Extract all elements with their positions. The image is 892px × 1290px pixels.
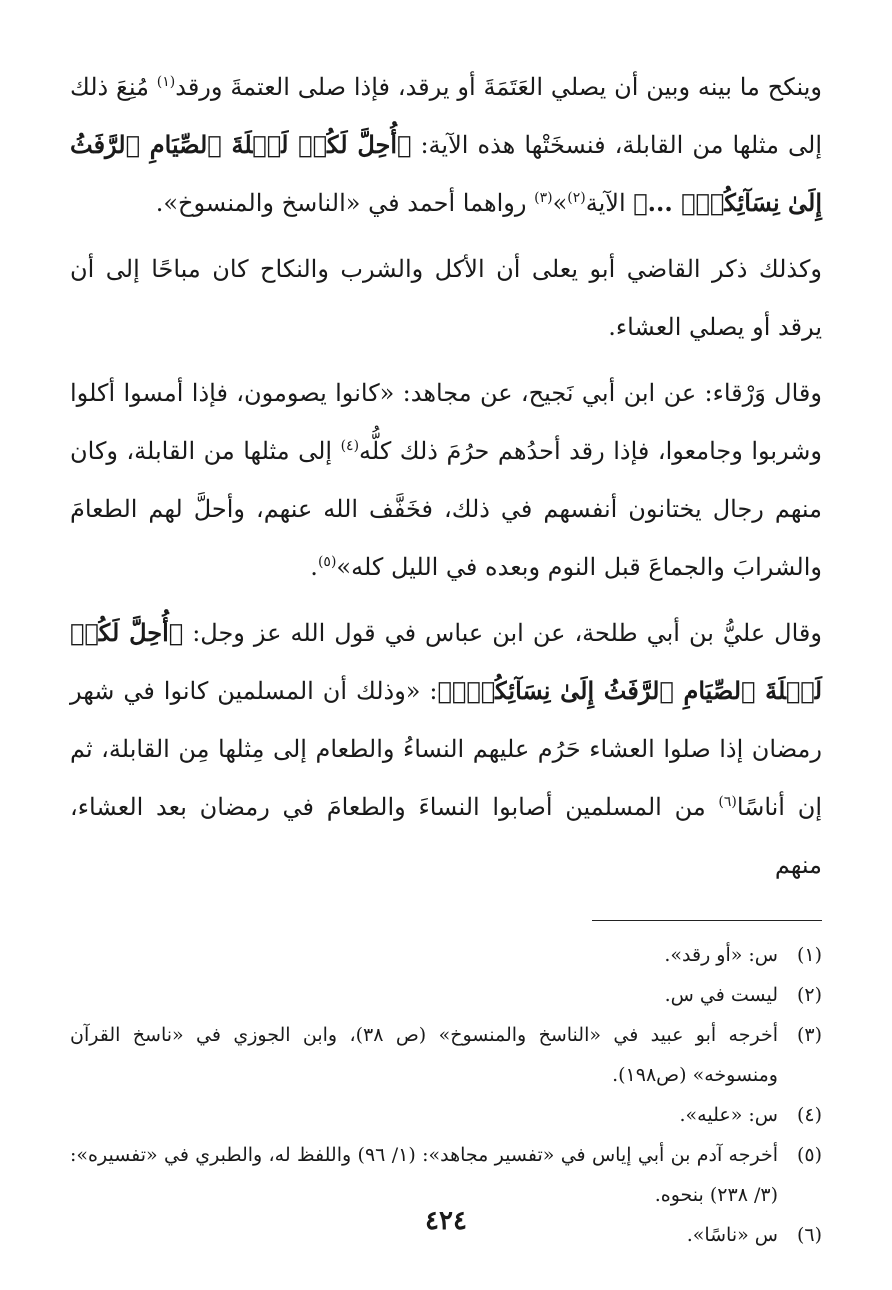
text-run: » bbox=[552, 189, 568, 217]
footnote-number: (٥) bbox=[796, 1144, 822, 1166]
footnote-1 bbox=[70, 935, 822, 975]
text-run: وقال وَرْقاء: عن ابن أبي نَجيح، عن مجاهد: «كانوا يصومون، فإذا أمسوا أكلوا وشربوا وجامعوا، فإذا رقد أحدُهم حرُمَ ذلك كلُّه bbox=[70, 379, 822, 465]
paragraph-2 bbox=[70, 240, 822, 356]
text-run: من المسلمين أصابوا النساءَ والطعامَ في رمضان بعد العشاء، منهم bbox=[70, 793, 822, 879]
paragraph-1 bbox=[70, 58, 822, 232]
text-run: إلى مثلها من القابلة، وكان منهم رجال يختانون أنفسهم في ذلك، فخَفَّف الله عنهم، وأحلَّ لهم الطعامَ والشرابَ والجماعَ قبل النوم وبعده في الليل كله» bbox=[70, 437, 822, 581]
footnote-number: (١) bbox=[796, 944, 822, 966]
text-run: رواهما أحمد في «الناسخ والمنسوخ». bbox=[155, 189, 535, 217]
text-run: مُنِعَ ذلك إلى مثلها من القابلة، فنسخَتْها هذه الآية: bbox=[70, 73, 822, 159]
quran-verse: ﴿أُحِلَّ لَكُمۡ لَيۡلَةَ ٱلصِّيَامِ ٱلرَّفَثُ إِلَىٰ نِسَآئِكُمۡۚ ...﴾ bbox=[70, 130, 822, 217]
footnote-number: (٤) bbox=[796, 1104, 822, 1126]
page-number: ٤٢٤ bbox=[425, 1206, 467, 1236]
footnote-number: (٣) bbox=[796, 1024, 822, 1046]
footnote-ref-2[interactable]: (٢) bbox=[567, 190, 586, 206]
text-run: الآية bbox=[585, 189, 634, 217]
text-run: وقال عليُّ بن أبي طلحة، عن ابن عباس في قول الله عز وجل: bbox=[183, 619, 822, 647]
footnote-text: أخرجه أبو عبيد في «الناسخ والمنسوخ» (ص ٣٨)، وابن الجوزي في «ناسخ القرآن ومنسوخه» (ص١٩٨). bbox=[70, 1024, 778, 1086]
footnote-3 bbox=[70, 1015, 822, 1095]
footnote-text: س «ناسًا». bbox=[686, 1224, 778, 1246]
footnote-ref-1[interactable]: (١) bbox=[156, 74, 176, 90]
footnote-text: أخرجه آدم بن أبي إياس في «تفسير مجاهد»: (١/ ٩٦) واللفظ له، والطبري في «تفسيره»: (٣/ ٢٣٨) بنحوه. bbox=[70, 1144, 778, 1206]
footnote-ref-4[interactable]: (٤) bbox=[340, 438, 360, 454]
quran-verse: ﴿أُحِلَّ لَكُمۡ لَيۡلَةَ ٱلصِّيَامِ ٱلرَّفَثُ إِلَىٰ نِسَآئِكُمۡۚ﴾ bbox=[70, 618, 823, 705]
text-run: وكذلك ذكر القاضي أبو يعلى أن الأكل والشرب والنكاح كان مباحًا إلى أن يرقد أو يصلي العشاء. bbox=[70, 255, 822, 341]
footnote-ref-5[interactable]: (٥) bbox=[317, 554, 337, 570]
footnote-number: (٦) bbox=[796, 1224, 822, 1246]
paragraph-4 bbox=[70, 604, 822, 894]
text-run: : «وذلك أن المسلمين كانوا في شهر رمضان إذا صلوا العشاء حَرُم عليهم النساءُ والطعام إلى مِثلها مِن القابلة، ثم إن أناسًا bbox=[70, 677, 822, 821]
footnote-ref-6[interactable]: (٦) bbox=[718, 794, 737, 810]
footnote-separator bbox=[592, 920, 822, 921]
paragraph-3 bbox=[70, 364, 822, 596]
footnote-number: (٢) bbox=[796, 984, 822, 1006]
text-run: وينكح ما بينه وبين أن يصلي العَتَمَةَ أو يرقد، فإذا صلى العتمةَ ورقد bbox=[175, 73, 822, 101]
footnote-4 bbox=[70, 1095, 822, 1135]
footnote-text: ليست في س. bbox=[664, 984, 778, 1006]
footnote-2 bbox=[70, 975, 822, 1015]
text-run: . bbox=[310, 553, 318, 581]
footnote-ref-3[interactable]: (٣) bbox=[534, 190, 553, 206]
footnote-text: س: «أو رقد». bbox=[664, 944, 778, 966]
footnote-text: س: «عليه». bbox=[679, 1104, 778, 1126]
footnote-5 bbox=[70, 1135, 822, 1215]
book-page bbox=[70, 58, 822, 1258]
